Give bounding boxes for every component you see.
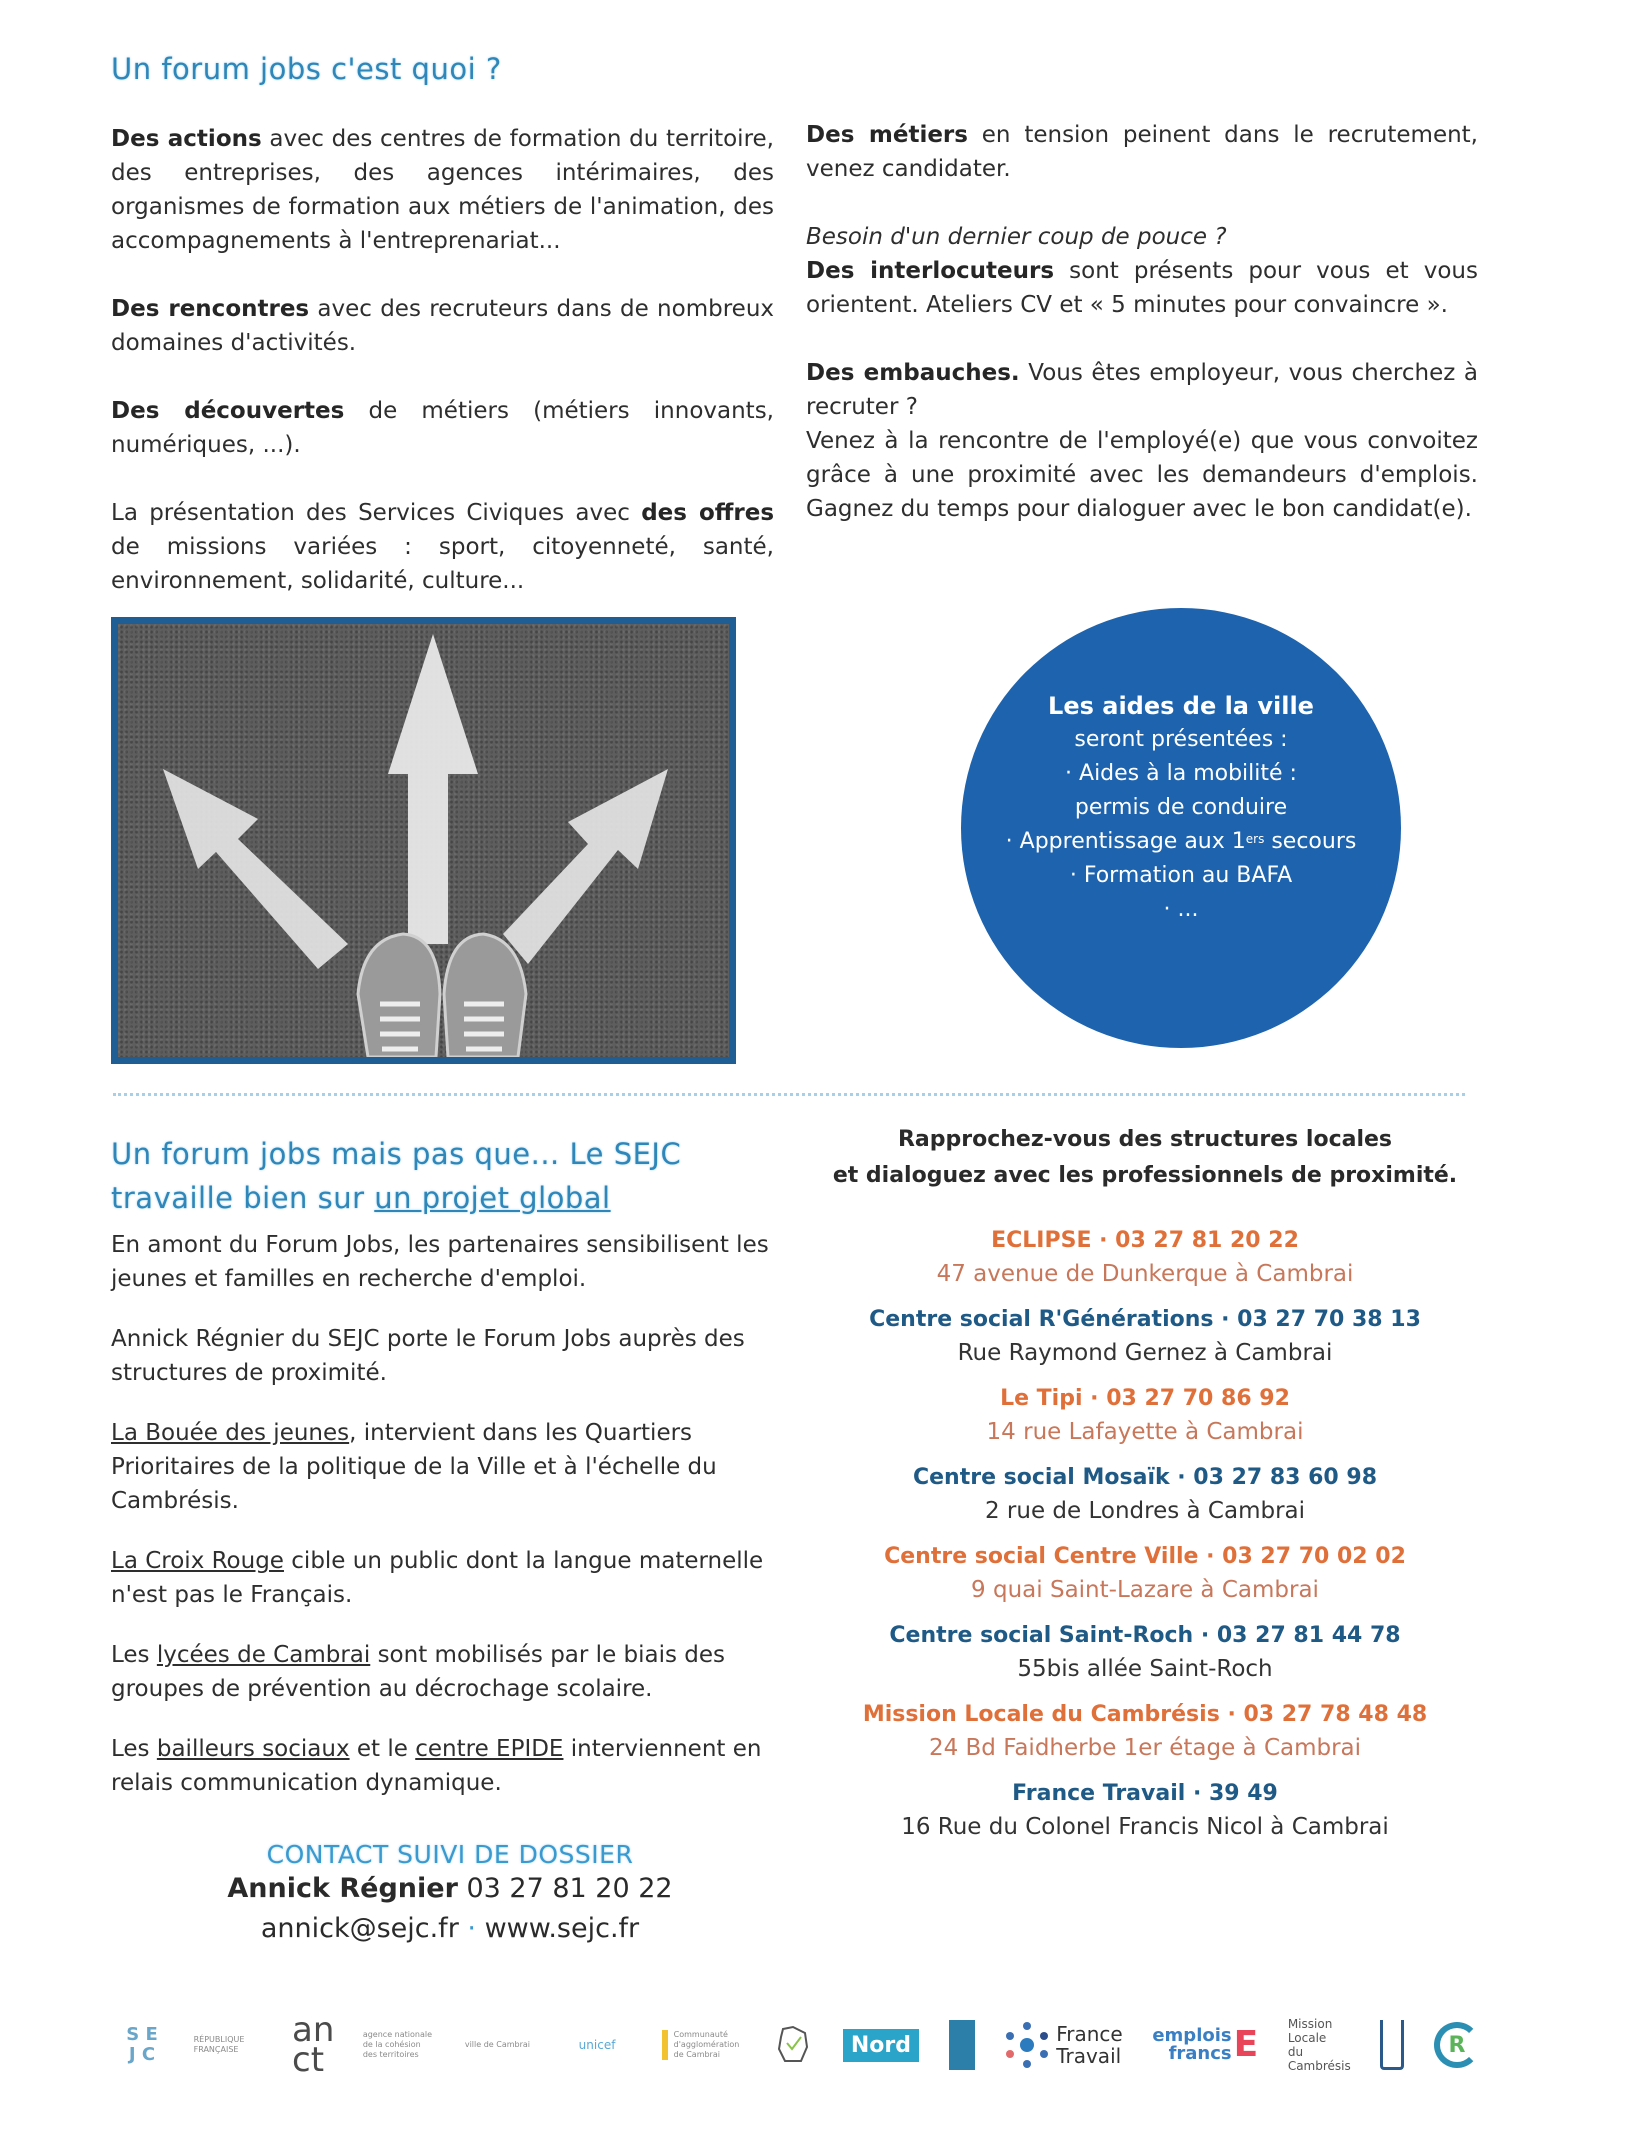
arrow-right-icon	[503, 769, 668, 964]
structure-address: 55bis allée Saint-Roch	[1017, 1656, 1273, 1682]
logo-sejc: S E J C	[126, 2024, 158, 2065]
paragraph-bailleurs: Les bailleurs sociaux et le centre EPIDE interviennent en relais communication dynamique.	[111, 1736, 762, 1796]
logo-france-travail: France Travail	[1004, 2020, 1123, 2070]
logo-unicef: unicef	[578, 2038, 616, 2052]
arrows-illustration	[118, 624, 729, 1057]
section-divider	[113, 1093, 1465, 1096]
structure-address: 2 rue de Londres à Cambrai	[984, 1498, 1306, 1524]
paragraph-en-amont: En amont du Forum Jobs, les partenaires sensibilisent les jeunes et familles en recherche d'emploi.	[111, 1232, 769, 1292]
france-travail-icon	[1004, 2020, 1050, 2070]
structure-name: Le Tipi	[1000, 1386, 1083, 1411]
paragraph-decouvertes: Des découvertes de métiers (métiers innovants, numériques, ...).	[111, 398, 774, 458]
section-title-forum-jobs: Un forum jobs c'est quoi ?	[111, 52, 502, 86]
structure-item	[800, 1540, 1490, 1606]
structure-item	[800, 1777, 1490, 1843]
structure-name: Centre social Saint-Roch	[889, 1623, 1194, 1648]
structure-phone[interactable]: · 03 27 83 60 98	[1169, 1465, 1378, 1490]
contact-name: Annick Régnier	[227, 1873, 458, 1904]
structure-name: Centre social Centre Ville	[884, 1544, 1199, 1569]
structure-name: ECLIPSE	[991, 1228, 1092, 1253]
logo-cr: R	[1434, 2022, 1480, 2068]
structure-phone[interactable]: · 03 27 70 86 92	[1082, 1386, 1290, 1411]
logo-info-jeunes-icon	[1380, 2020, 1404, 2070]
contact-label: CONTACT SUIVI DE DOSSIER	[266, 1840, 634, 1869]
logo-emplois-francs: emplois francs E	[1152, 2024, 1259, 2065]
paragraph-annick: Annick Régnier du SEJC porte le Forum Jobs auprès des structures de proximité.	[111, 1326, 745, 1386]
paragraph-croix-rouge: La Croix Rouge cible un public dont la langue maternelle n'est pas le Français.	[111, 1548, 764, 1608]
structure-address: 14 rue Lafayette à Cambrai	[986, 1419, 1304, 1445]
contact-block: CONTACT SUIVI DE DOSSIER Annick Régnier 03 27 81 20 22 annick@sejc.fr · www.sejc.fr	[130, 1840, 770, 1949]
shoes-icon	[358, 934, 526, 1057]
projet-global-text	[111, 1228, 791, 1826]
structure-address: 16 Rue du Colonel Francis Nicol à Cambrai	[901, 1814, 1389, 1840]
logo-ville-cambrai: ville de Cambrai	[464, 2040, 531, 2049]
structure-phone[interactable]: · 03 27 70 38 13	[1213, 1307, 1421, 1332]
paragraph-interlocuteurs: Besoin d'un dernier coup de pouce ? Des interlocuteurs sont présents pour vous et vous orientent. Ateliers CV et « 5 minutes pour convaincre ».	[806, 224, 1478, 318]
paragraph-services-civiques: La présentation des Services Civiques avec des offres de missions variées : sport, citoyenneté, santé, environnement, solidarité, culture...	[111, 500, 775, 594]
logo-republique-francaise: RÉPUBLIQUE FRANÇAISE	[193, 2035, 245, 2054]
structure-name: France Travail	[1012, 1781, 1186, 1806]
paragraph-lycees: Les lycées de Cambrai sont mobilisés par le biais des groupes de prévention au décrochage scolaire.	[111, 1642, 726, 1702]
france-map-icon	[773, 2023, 813, 2067]
structure-phone[interactable]: · 03 27 78 48 48	[1219, 1702, 1428, 1727]
paragraph-metiers: Des métiers en tension peinent dans le recrutement, venez candidater.	[806, 122, 1478, 182]
logo-mission-locale: Mission Locale du Cambrésis	[1287, 2017, 1351, 2073]
logo-caf-icon	[949, 2020, 975, 2070]
structure-address: 47 avenue de Dunkerque à Cambrai	[936, 1261, 1354, 1287]
structure-item	[800, 1224, 1490, 1290]
section-title-projet-global: Un forum jobs mais pas que... Le SEJC travaille bien sur un projet global	[111, 1137, 682, 1215]
logo-anct-text: agence nationale de la cohésion des territoires	[362, 2030, 433, 2059]
paragraph-rencontres: Des rencontres avec des recruteurs dans de nombreux domaines d'activités.	[111, 296, 775, 356]
arrow-up-icon	[388, 634, 478, 944]
arrows-shoes-photo	[111, 617, 736, 1064]
paragraph-bouee: La Bouée des jeunes, intervient dans les Quartiers Prioritaires de la politique de la Ville et à l'échelle du Cambrésis.	[111, 1420, 717, 1514]
forum-description-right	[806, 118, 1478, 560]
structure-address: 24 Bd Faidherbe 1er étage à Cambrai	[928, 1735, 1362, 1761]
structure-name: Mission Locale du Cambrésis	[862, 1702, 1220, 1727]
paragraph-actions: Des actions avec des centres de formation du territoire, des entreprises, des agences intérimaires, des organismes de formation aux métiers de l'animation, des accompagnements à l'entreprenariat...	[111, 126, 774, 254]
structure-name: Centre social Mosaïk	[912, 1465, 1170, 1490]
structures-list: Rapprochez-vous des structures locales et dialoguez avec les professionnels de proximité. ECLIPSE · 03 27 81 20 22 47 avenue de Dunkerque à Cambrai Centre social R'Générations · 03 27 70 38 13 Rue Raymond Gernez à Cambrai Le Tipi · 03 27 70 86 92 14 rue Lafayette à Cambrai Centre social Mosaïk · 03 27 83 60 98 2 rue de Londres à Cambrai Centre social Centre Ville · 03 27 70 02 02 9 quai Saint-Lazare à Cambrai Centre social Saint-Roch · 03 27 81 44 78 55bis allée Saint-Roch Mission Locale du Cambrésis · 03 27 78 48 48 24 Bd Faidherbe 1er étage à Cambrai France Travail · 39 49 16 Rue du Colonel Francis Nicol à Cambrai	[800, 1122, 1490, 1856]
partner-logos	[120, 1990, 1480, 2100]
structure-item	[800, 1619, 1490, 1685]
structure-phone[interactable]: · 03 27 81 20 22	[1091, 1228, 1299, 1253]
contact-email-link[interactable]: annick@sejc.fr	[260, 1913, 459, 1944]
structure-phone[interactable]: · 03 27 81 44 78	[1193, 1623, 1401, 1648]
structure-address: 9 quai Saint-Lazare à Cambrai	[971, 1577, 1319, 1603]
logo-agglomeration-cambrai: Communauté d'agglomération de Cambrai	[662, 2030, 744, 2060]
paragraph-embauches: Des embauches. Vous êtes employeur, vous cherchez à recruter ? Venez à la rencontre de l'employé(e) que vous convoitez grâce à une proximité avec les demandeurs d'emplois. Gagnez du temps pour dialoguer avec le bon candidat(e).	[806, 360, 1478, 522]
structure-item	[800, 1698, 1490, 1764]
contact-phone[interactable]: 03 27 81 20 22	[466, 1873, 673, 1904]
logo-anct: an ct	[292, 2010, 335, 2080]
forum-description-left	[111, 122, 774, 632]
arrow-left-icon	[163, 769, 348, 969]
logo-nord: Nord	[843, 2029, 919, 2062]
structure-phone[interactable]: · 39 49	[1185, 1781, 1278, 1806]
structure-name: Centre social R'Générations	[869, 1307, 1214, 1332]
structure-address: Rue Raymond Gernez à Cambrai	[957, 1340, 1333, 1366]
aides-ville-badge: Les aides de la ville seront présentées : · Aides à la mobilité : permis de conduire · Apprentissage aux 1ers secours · Formation au BAFA · ...	[961, 608, 1401, 1048]
structure-item	[800, 1382, 1490, 1448]
website-link[interactable]: www.sejc.fr	[484, 1913, 640, 1944]
structure-item	[800, 1303, 1490, 1369]
structure-phone[interactable]: · 03 27 70 02 02	[1198, 1544, 1406, 1569]
structure-item	[800, 1461, 1490, 1527]
